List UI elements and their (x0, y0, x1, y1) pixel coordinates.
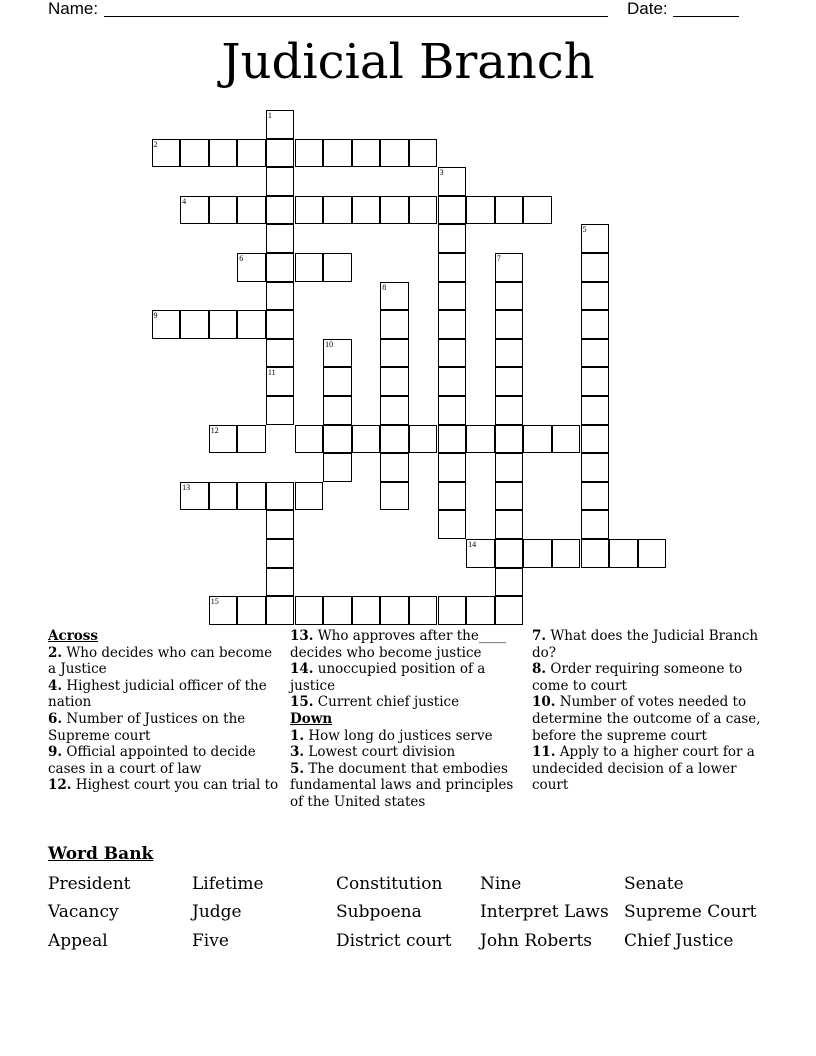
clue-number: 15 (210, 597, 219, 607)
crossword-cell[interactable] (180, 482, 209, 511)
crossword-cell[interactable] (438, 339, 467, 368)
crossword-cell[interactable] (295, 425, 324, 454)
clue (290, 728, 525, 745)
crossword-cell[interactable] (609, 539, 638, 568)
crossword-cell[interactable] (180, 196, 209, 225)
clue-section-heading: Across (48, 628, 99, 644)
crossword-cell[interactable] (495, 367, 524, 396)
crossword-cell[interactable] (266, 367, 295, 396)
clue-number: 4 (182, 196, 187, 206)
clue-number: 8. (532, 661, 547, 678)
crossword-cell[interactable] (237, 196, 266, 225)
clue-number: 8 (382, 282, 387, 292)
crossword-cell[interactable] (237, 596, 266, 625)
crossword-cell[interactable] (409, 425, 438, 454)
crossword-cell[interactable] (266, 196, 295, 225)
crossword-cell[interactable] (323, 196, 352, 225)
crossword-cell[interactable] (581, 339, 610, 368)
crossword-cell[interactable] (180, 139, 209, 168)
crossword-cell[interactable] (266, 224, 295, 253)
word-bank-item: President (48, 874, 131, 894)
clue-number: 1 (267, 111, 272, 120)
word-bank-item: District court (336, 931, 452, 951)
crossword-cell[interactable] (581, 310, 610, 339)
clue (48, 678, 280, 711)
clue (532, 628, 772, 661)
crossword-cell[interactable] (438, 396, 467, 425)
word-bank-item: Judge (192, 902, 242, 922)
crossword-cell[interactable] (266, 167, 295, 196)
crossword-cell[interactable] (266, 539, 295, 568)
crossword-cell[interactable] (438, 367, 467, 396)
crossword-cell[interactable] (581, 539, 610, 568)
crossword-cell[interactable] (409, 139, 438, 168)
crossword-cell[interactable] (295, 139, 324, 168)
clue-text: The document that embodies fundamental laws and principles of the United states (290, 760, 514, 810)
crossword-cell[interactable] (438, 453, 467, 482)
crossword-cell[interactable] (495, 510, 524, 539)
crossword-cell[interactable] (495, 253, 524, 282)
name-label: Name: (48, 0, 99, 18)
crossword-cell[interactable] (380, 596, 409, 625)
clue (532, 661, 772, 694)
clue (290, 628, 525, 661)
crossword-cell[interactable] (495, 453, 524, 482)
clue-number: 9 (153, 311, 158, 321)
clue-number: 13. (290, 628, 314, 644)
crossword-cell[interactable] (237, 310, 266, 339)
page-title: Judicial Branch (221, 34, 595, 90)
crossword-cell[interactable] (237, 425, 266, 454)
crossword-cell[interactable] (380, 196, 409, 225)
clue-number: 3 (439, 168, 444, 178)
crossword-cell[interactable] (180, 310, 209, 339)
crossword-cell[interactable] (323, 425, 352, 454)
crossword-cell[interactable] (581, 367, 610, 396)
clue-number: 10 (325, 339, 334, 349)
clue-text: Number of Justices on the Supreme court (48, 710, 246, 744)
crossword-cell[interactable] (380, 282, 409, 311)
crossword-cell[interactable] (438, 425, 467, 454)
word-bank-item: Nine (480, 874, 522, 894)
crossword-cell[interactable] (380, 310, 409, 339)
clue (290, 744, 525, 761)
crossword-cell[interactable] (295, 196, 324, 225)
word-bank-item: John Roberts (480, 931, 593, 951)
clue-text: Official appointed to decide cases in a court of law (48, 744, 256, 777)
clue-section-heading: Down (290, 710, 333, 727)
crossword-cell[interactable] (581, 510, 610, 539)
clue-number: 4. (48, 677, 63, 694)
clue-text: Number of votes needed to determine the outcome of a case, before the supreme court (532, 694, 761, 744)
clue (532, 744, 772, 794)
crossword-cell[interactable] (209, 425, 238, 454)
clue-text: How long do justices serve (304, 727, 493, 744)
crossword-cell[interactable] (523, 539, 552, 568)
crossword-cell[interactable] (581, 224, 610, 253)
crossword-cell[interactable] (581, 253, 610, 282)
crossword-cell[interactable] (209, 482, 238, 511)
crossword-cell[interactable] (380, 367, 409, 396)
crossword-cell[interactable] (266, 282, 295, 311)
crossword-cell[interactable] (323, 139, 352, 168)
clue (48, 645, 280, 678)
crossword-cell[interactable] (495, 482, 524, 511)
crossword-cell[interactable] (323, 596, 352, 625)
crossword-cell[interactable] (466, 196, 495, 225)
clue (290, 761, 525, 811)
crossword-cell[interactable] (438, 282, 467, 311)
clue-text: Who approves after the____ decides who become justice (290, 628, 506, 661)
crossword-cell[interactable] (352, 425, 381, 454)
clue-number: 15. (290, 694, 314, 711)
date-label: Date: (627, 0, 668, 18)
word-bank-item: Five (192, 931, 229, 951)
crossword-cell[interactable] (495, 425, 524, 454)
clues-column-1 (48, 628, 280, 794)
clue-number: 12 (210, 425, 219, 435)
clue (532, 694, 772, 744)
crossword-cell[interactable] (552, 425, 581, 454)
crossword-cell[interactable] (581, 396, 610, 425)
crossword-cell[interactable] (523, 196, 552, 225)
crossword-cell[interactable] (152, 139, 181, 168)
crossword-cell[interactable] (323, 453, 352, 482)
clue-number: 14 (468, 540, 477, 549)
word-bank-item: Subpoena (336, 902, 422, 922)
crossword-cell[interactable] (409, 196, 438, 225)
crossword-cell[interactable] (237, 139, 266, 168)
clue-number: 10. (532, 694, 556, 711)
crossword-cell[interactable] (495, 568, 524, 597)
crossword-cell[interactable] (266, 310, 295, 339)
crossword-cell[interactable] (209, 196, 238, 225)
word-bank-item: Interpret Laws (480, 902, 609, 922)
crossword-cell[interactable] (495, 339, 524, 368)
crossword-cell[interactable] (380, 453, 409, 482)
crossword-cell[interactable] (266, 110, 295, 139)
crossword-cell[interactable] (495, 196, 524, 225)
crossword-cell[interactable] (266, 396, 295, 425)
clue-number: 5. (290, 760, 305, 777)
crossword-cell[interactable] (266, 253, 295, 282)
clue-number: 9. (48, 744, 63, 761)
crossword-cell[interactable] (581, 453, 610, 482)
clue (48, 777, 280, 794)
word-bank-item: Appeal (48, 931, 108, 951)
crossword-cell[interactable] (380, 339, 409, 368)
clues-column-3 (532, 628, 772, 794)
clue-number: 3. (290, 744, 305, 761)
crossword-cell[interactable] (466, 596, 495, 625)
clue (48, 711, 280, 744)
crossword-cell[interactable] (266, 596, 295, 625)
clue (290, 661, 525, 694)
clue-text: unoccupied position of a justice (290, 661, 486, 694)
crossword-cell[interactable] (380, 425, 409, 454)
crossword-cell[interactable] (323, 253, 352, 282)
clue-number: 11. (532, 744, 556, 761)
crossword-cell[interactable] (209, 310, 238, 339)
crossword-cell[interactable] (295, 253, 324, 282)
clue-text: Who decides who can become a Justice (48, 644, 273, 678)
crossword-cell[interactable] (266, 510, 295, 539)
crossword-cell[interactable] (438, 596, 467, 625)
clue-text: Current chief justice (313, 694, 460, 711)
crossword-cell[interactable] (438, 253, 467, 282)
crossword-cell[interactable] (581, 425, 610, 454)
crossword-cell[interactable] (352, 596, 381, 625)
crossword-cell[interactable] (209, 139, 238, 168)
clue-text: Lowest court division (304, 744, 456, 761)
crossword-cell[interactable] (495, 539, 524, 568)
crossword-cell[interactable] (495, 596, 524, 625)
clue-number: 5 (582, 225, 587, 235)
clue-number: 6 (239, 254, 244, 263)
crossword-cell[interactable] (380, 396, 409, 425)
clue-number: 6. (48, 710, 63, 727)
crossword-cell[interactable] (438, 510, 467, 539)
clue-number: 7 (496, 254, 501, 263)
crossword-cell[interactable] (323, 396, 352, 425)
crossword-cell[interactable] (438, 224, 467, 253)
crossword-cell[interactable] (638, 539, 667, 568)
crossword-cell[interactable] (466, 539, 495, 568)
crossword-cell[interactable] (266, 339, 295, 368)
crossword-cell[interactable] (352, 139, 381, 168)
clue-text: Highest judicial officer of the nation (48, 677, 267, 711)
word-bank-item: Chief Justice (624, 931, 734, 951)
crossword-cell[interactable] (523, 425, 552, 454)
clue-number: 13 (182, 482, 191, 492)
crossword-cell[interactable] (380, 482, 409, 511)
crossword-cell[interactable] (266, 482, 295, 511)
crossword-cell[interactable] (266, 568, 295, 597)
clue-number: 11 (267, 368, 276, 378)
crossword-cell[interactable] (438, 310, 467, 339)
clue-number: 1. (290, 727, 305, 744)
crossword-cell[interactable] (266, 139, 295, 168)
word-bank-item: Supreme Court (624, 902, 757, 922)
crossword-cell[interactable] (552, 539, 581, 568)
crossword-cell[interactable] (438, 167, 467, 196)
crossword-cell[interactable] (495, 396, 524, 425)
clue (290, 694, 525, 711)
clue-number: 7. (532, 628, 547, 644)
crossword-cell[interactable] (380, 139, 409, 168)
clue-text: Order requiring someone to come to court (532, 661, 743, 694)
clue (48, 744, 280, 777)
crossword-cell[interactable] (237, 253, 266, 282)
word-bank-item: Vacancy (48, 902, 119, 922)
word-bank-title: Word Bank (48, 844, 154, 864)
crossword-cell[interactable] (466, 425, 495, 454)
crossword-cell[interactable] (323, 339, 352, 368)
clues-column-2 (290, 628, 525, 811)
crossword-cell[interactable] (152, 310, 181, 339)
crossword-cell[interactable] (438, 196, 467, 225)
crossword-cell[interactable] (495, 310, 524, 339)
crossword-cell[interactable] (237, 482, 266, 511)
clue-number: 2 (153, 139, 158, 149)
crossword-cell[interactable] (495, 282, 524, 311)
clue-number: 14. (290, 661, 314, 678)
word-bank-item: Senate (624, 874, 684, 894)
crossword-cell[interactable] (581, 282, 610, 311)
crossword-cell[interactable] (295, 482, 324, 511)
crossword-cell[interactable] (438, 482, 467, 511)
clue-number: 2. (48, 644, 63, 661)
clue-text: Apply to a higher court for a undecided decision of a lower court (532, 744, 755, 794)
clue-text: What does the Judicial Branch do? (532, 628, 759, 661)
clue-number: 12. (48, 777, 72, 794)
word-bank-item: Constitution (336, 874, 443, 894)
crossword-cell[interactable] (581, 482, 610, 511)
clue-text: Highest court you can trial to (71, 777, 279, 794)
crossword-cell[interactable] (409, 596, 438, 625)
crossword-cell[interactable] (209, 596, 238, 625)
word-bank-item: Lifetime (192, 874, 264, 894)
crossword-cell[interactable] (352, 196, 381, 225)
crossword-cell[interactable] (295, 596, 324, 625)
crossword-cell[interactable] (323, 367, 352, 396)
